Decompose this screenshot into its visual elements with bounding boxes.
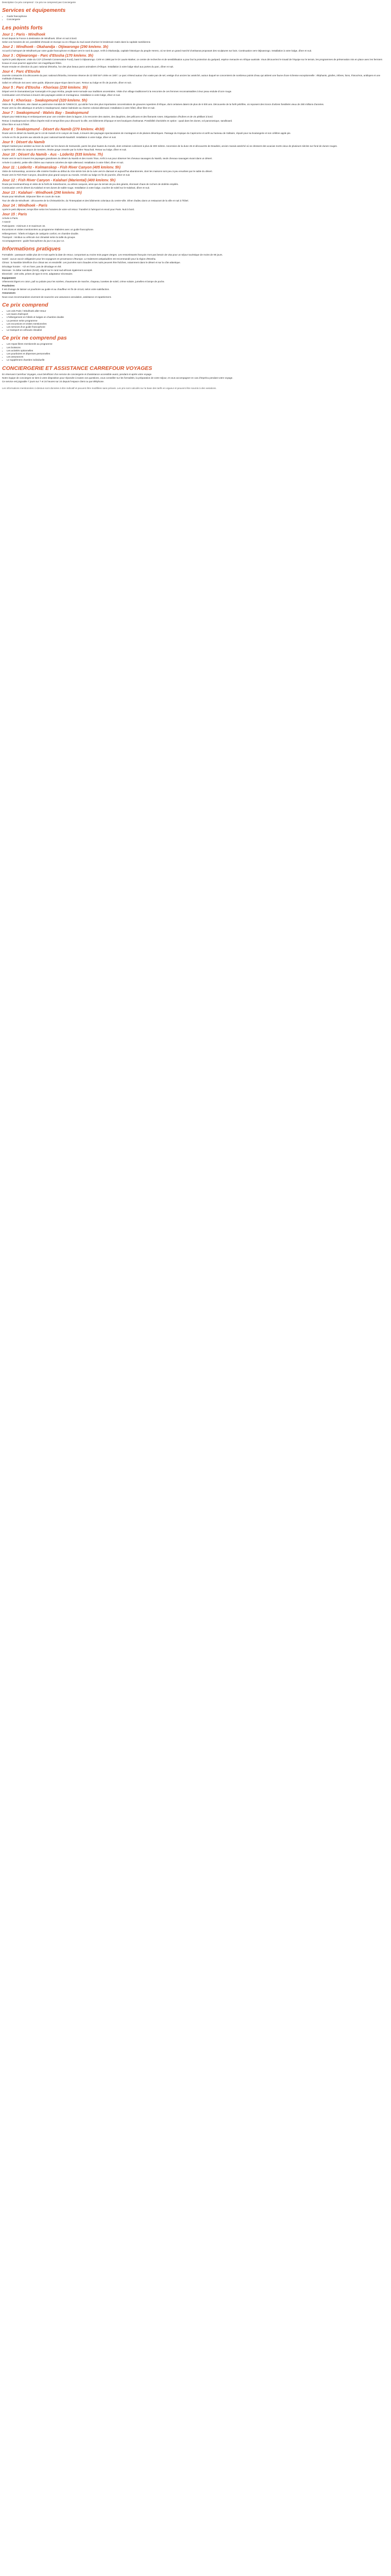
day-title: Jour 9 : Désert du Namib: [2, 140, 45, 144]
note-text: Hébergement : hôtels et lodges de catégorie confort, en chambre double.: [2, 232, 79, 235]
price-excludes-item: • Les assurances: [7, 355, 389, 359]
day-text: Retour à Swakopmund en début d'après-midi et temps libre pour découvrir la ville, ses bâtiments d'époque et ses boutiques d'artisanat. Possibilité d'activités en option : quad dans les dunes, vol panoramique, sandboard.: [2, 119, 233, 122]
day-block: [2, 152, 389, 164]
section-heading: Assurances: [2, 292, 16, 295]
price-includes-title: Ce prix comprend: [2, 301, 48, 308]
day-title: Jour 7 : Swakopmund - Walvis Bay - Swakopmund: [2, 111, 89, 115]
day-text: Selon vos horaires de vol, possibilité d'escale en Europe ou en Afrique du Sud avant d'arriver le lendemain matin dans la capitale namibienne.: [2, 41, 151, 43]
points-forts-title: Les points forts: [2, 24, 43, 31]
day-title: Jour 8 : Swakopmund - Désert du Namib (270 km/env. 4h30): [2, 128, 105, 132]
price-excludes-item: • Les repas libres mentionnés au programme: [7, 343, 389, 346]
price-excludes-list: [2, 343, 389, 362]
price-includes-item: • L'hébergement en hôtels et lodges en chambre double: [7, 316, 389, 319]
day-title: Jour 11 : Lüderitz - Kolmanskop - Fish River Canyon (405 km/env. 5h): [2, 165, 121, 170]
day-title: Jour 3 : Otjiwarongo - Parc d'Etosha (170 km/env. 3h): [2, 54, 93, 58]
day-block: [2, 86, 389, 97]
services-item: • Guide francophone: [7, 15, 389, 18]
price-excludes-item: • Les activités optionnelles: [7, 349, 389, 352]
practical-title: Informations pratiques: [2, 246, 61, 252]
day-text: Route vers le sud à travers les paysages grandioses du désert du Namib et des monts Tiras. Arrêt à Aus pour observer les chevaux sauvages du Namib, seuls chevaux sauvages vivant dans un désert.: [2, 157, 213, 160]
day-title: Jour 13 : Kalahari - Windhoek (290 km/env. 3h): [2, 191, 82, 195]
concierge-title: CONCIERGERIE ET ASSISTANCE CARREFOUR VOYAGES: [2, 365, 152, 371]
day-text: Départ matinal pour assister au lever du soleil sur les dunes de Sossusvlei, parmi les plus hautes du monde, dont certaines culminent à plus de 300 mètres. Ascension de la dune 45 et découverte de Deadvlei, ancien marais asséché où se dressent des acacias morts vieux de plusieurs siècles sur fond de dunes rouges.: [2, 144, 338, 147]
day-text: Route vers le Fish River Canyon, deuxième plus grand canyon au monde. Arrivée au lodge en fin de journée, dîner et nuit.: [2, 174, 131, 177]
concierge-paragraph: En réservant Carrefour Voyages, vous bénéficiez d'un service de conciergerie et d'assistance accessible avant, pendant et après votre voyage.: [2, 372, 152, 376]
day-block: [2, 191, 389, 202]
day-block: [2, 111, 389, 126]
footer-note: Les informations mentionnées ci-dessus sont données à titre indicatif et peuvent être modifiées sans préavis. Les prix sont calculés sur la base des tarifs en vigueur et peuvent être soumis à des variations.: [2, 386, 217, 389]
day-text: Départ pour Walvis Bay et embarquement pour une croisière dans la lagune, à la rencontre des otaries, des dauphins, des pélicans et des flamants roses. Dégustation d'huîtres et de vin pétillant à bord.: [2, 115, 214, 118]
practical-text: Electricité : 220 volts, prises de type D et M, adaptateur nécessaire.: [2, 273, 73, 276]
price-includes-item: • Les taxes d'aéroport: [7, 313, 389, 316]
price-excludes-title: Ce prix ne comprend pas: [2, 335, 67, 342]
day-title: Jour 15 : Paris: [2, 212, 27, 216]
practical-text: Climat : la Namibie bénéficie d'un climat sec et ensoleillé. Les journées sont chaudes et les nuits peuvent être fraîches, notamment dans le désert et sur la côte atlantique.: [2, 261, 181, 264]
price-includes-item: • Les vols Paris / Windhoek aller-retour: [7, 310, 389, 313]
services-list: [2, 15, 389, 21]
detail-sections: [2, 277, 389, 299]
services-item: • Conciergerie: [7, 18, 389, 21]
document: [0, 0, 391, 390]
section-text: Nous vous recommandons vivement de souscrire une assurance annulation, assistance et rapatriement.: [2, 295, 112, 298]
day-title: Jour 6 : Khorixas - Swakopmund (320 km/env. 5h): [2, 98, 87, 103]
day-title: Jour 12 : Fish River Canyon - Kalahari (Mariental) (400 km/env. 5h): [2, 178, 116, 182]
day-text: Route vers le désert du Namib par le col de Kuiseb et le canyon de Gaub, à travers des paysages spectaculaires de montagnes et de plaines désertiques. Passage du tropique du Capricorne et arrêt au hameau de Solitaire, réputé pour sa boulangerie et son célèbre apple pie.: [2, 132, 291, 135]
day-block: [2, 127, 389, 139]
day-text: Continuation vers le désert du Kalahari et ses dunes de sable rouge. Installation à votre lodge, coucher de soleil sur le Kalahari, dîner et nuit.: [2, 186, 150, 189]
price-includes-item: • La pension selon programme: [7, 319, 389, 323]
day-block: [2, 98, 389, 110]
day-title: Jour 5 : Parc d'Etosha - Khorixas (230 km/env. 3h): [2, 86, 88, 90]
day-block: [2, 45, 389, 53]
day-block: [2, 212, 389, 220]
day-block: [2, 70, 389, 84]
day-block: [2, 32, 389, 44]
day-text: Safari en véhicule 4x4 avec votre guide, déjeuner pique-nique dans le parc. Retour au lodge en fin de journée, dîner et nuit.: [2, 81, 132, 84]
practical-text: Formalités : passeport valide plus de 6 mois après la date de retour, comportant au moins trois pages vierges. Les ressortissants français n'ont pas besoin de visa pour un séjour touristique de moins de 90 jours.: [2, 253, 223, 257]
day-text: Journée consacrée à la découverte du parc national d'Etosha, immense réserve de 22 000 km² créée en 1907. Le parc s'étend autour d'un vaste pan de sel, vestige d'un ancien lac asséché, autour duquel se concentrent de nombreux points d'eau qui attirent une faune d'une richesse exceptionnelle : éléphants, girafes, zèbres, lions, rhinocéros, antilopes et une multitude d'oiseaux.: [2, 74, 381, 80]
note-text: Transport : minibus ou véhicule 4x4 climatisé selon la taille du groupe.: [2, 235, 76, 239]
day-text: Route vers la côte atlantique et arrivée à Swakopmund, station balnéaire au charme colonial allemand. Installation à votre hôtel, dîner libre et nuit.: [2, 106, 155, 109]
note-text: Participants : minimum 2 et maximum 16.: [2, 224, 46, 227]
price-excludes-item: • Les pourboires et dépenses personnelles: [7, 352, 389, 355]
section-heading: Equipement: [2, 276, 16, 279]
day-title: Jour 2 : Windhoek - Okahandja - Otjiwarongo (290 km/env. 3h): [2, 45, 108, 49]
section-text: Il est d'usage de laisser un pourboire au guide et au chauffeur en fin de circuit, selon votre satisfaction.: [2, 288, 110, 291]
price-includes-item: • Les services d'un guide francophone: [7, 326, 389, 329]
day-text: Départ vers le Damaraland par Kamanjab et le pays Himba, peuple semi-nomade aux traditions ancestrales. Visite d'un village traditionnel à la rencontre de ces femmes reconnaissables à leur peau enduite d'ocre rouge.: [2, 90, 232, 93]
practical-text: Santé : aucun vaccin obligatoire pour les voyageurs en provenance d'Europe. Le traitement antipaludéen est recommandé pour la région d'Etosha.: [2, 257, 156, 260]
note-text: A savoir: [2, 221, 11, 224]
day-text: Continuation vers Khorixas à travers des paysages arides et montagneux. Installation à votre lodge, dîner et nuit.: [2, 94, 121, 97]
practical-text: Monnaie : le dollar namibien (NAD), aligné sur le rand sud-africain également accepté.: [2, 269, 93, 272]
day-title: Jour 1 : Paris - Windhoek: [2, 32, 45, 37]
day-title: Jour 10 : Désert du Namib - Aus - Lüderitz (535 km/env. 7h): [2, 153, 103, 157]
day-block: [2, 54, 389, 69]
concierge-text: [2, 373, 389, 384]
day-block: [2, 140, 389, 152]
concierge-paragraph: Notre équipe de concierges se tient à votre disposition pour répondre à toutes vos questions, vous conseiller sur les formalités, la préparation de votre séjour, et vous accompagner en cas d'imprévu pendant votre voyage.: [2, 377, 233, 380]
itinerary: [2, 32, 389, 221]
day-text: Envol depuis la France à destination de Windhoek. Dîner et nuit à bord.: [2, 37, 77, 40]
day-text: Arrivée à Paris.: [2, 216, 19, 219]
section-heading: Pourboires: [2, 284, 15, 287]
price-excludes-item: • Le supplément chambre individuelle: [7, 359, 389, 362]
day-text: Accueil à l'aéroport de Windhoek par votre guide francophone et départ vers le nord du pays. Arrêt à Okahandja, capitale historique du peuple Herero, où se tient un grand marché d'artisanat proposant des sculptures sur bois. Continuation vers Otjiwarongo. Installation à votre lodge, dîner et nuit.: [2, 49, 312, 53]
day-text: Après le petit déjeuner, visite du CCF (Cheetah Conservation Fund), basé à Otjiwarongo. Créé en 1990 par le Dr Laurie Marker, ce centre de recherche et de sensibilisation a pour but la protection du guépard, espèce menacée en Afrique australe. Vous découvrirez le travail de l'équipe sur le terrain, les programmes de préservation mis en place avec les fermiers locaux et vous pourrez approcher ces magnifiques félins.: [2, 58, 383, 64]
note-text: Excursions et visites mentionnées au programme réalisées avec un guide francophone.: [2, 228, 94, 231]
intro-text: Description Ce prix comprend : Ce prix ne comprend pas Conciergerie: [2, 1, 76, 4]
practical-info: [2, 253, 389, 276]
notes: [2, 221, 389, 243]
day-text: Visite de Kolmanskop, ancienne ville minière fondée au début du XXe siècle lors de la ruée vers le diamant et aujourd'hui abandonnée, dont les maisons sont peu à peu envahies par le sable du désert.: [2, 170, 213, 173]
day-block: [2, 204, 389, 211]
day-text: Après le petit déjeuner, temps libre selon les horaires de votre vol retour. Transfert à l'aéroport et envol pour Paris. Nuit à bord.: [2, 208, 135, 211]
price-includes-list: [2, 310, 389, 332]
day-text: Route ensuite en direction du parc national d'Etosha, l'un des plus beaux parcs animaliers d'Afrique. Installation à votre lodge situé aux portes du parc, dîner et nuit.: [2, 65, 174, 68]
price-excludes-item: • Les boissons: [7, 346, 389, 349]
day-block: [2, 178, 389, 190]
day-block: [2, 165, 389, 177]
day-text: Visite de Twyfelfontein, site classé au patrimoine mondial de l'UNESCO, qui abrite l'une des plus importantes concentrations de gravures rupestres d'Afrique, dont certaines datent de plus de 6 000 ans. Découverte de la forêt pétrifiée, où reposent des troncs d'arbres fossilisés vieux de 280 millions d'années.: [2, 103, 324, 106]
day-text: L'après-midi, visite du canyon de Sesriem, étroite gorge creusée par la rivière Tsauchab. Retour au lodge, dîner et nuit.: [2, 148, 127, 151]
day-text: Dîner libre et nuit à l'hôtel.: [2, 123, 30, 126]
services-title: Services et équipements: [2, 7, 66, 14]
day-text: Arrivée à Lüderitz, petite ville côtière aux maisons colorées de style allemand. Installation à votre hôtel, dîner et nuit.: [2, 161, 124, 164]
day-text: Route par Keetmanshoop et visite de la forêt de Kokerbooms, ou arbres carquois, ainsi que du terrain de jeu des géants, étonnant chaos de rochers de dolérite empilés.: [2, 182, 179, 185]
concierge-paragraph: Ce service est joignable 7 jours sur 7 et 24 heures sur 24 depuis l'espace client ou par téléphone.: [2, 380, 105, 383]
section-text: Vêtements légers en coton, pull ou polaire pour les soirées, chaussures de marche, chapeau, lunettes de soleil, crème solaire, jumelles et lampe de poche.: [2, 280, 165, 283]
price-includes-item: • Le transport en véhicule climatisé: [7, 329, 389, 332]
day-title: Jour 4 : Parc d'Etosha: [2, 70, 40, 74]
day-text: Tour de ville de Windhoek : découverte de la Christuskirche, du Tintenpalast et des bâtiments coloniaux du centre-ville. Dîner d'adieu dans un restaurant de la ville et nuit à l'hôtel.: [2, 199, 189, 202]
day-title: Jour 14 : Windhoek - Paris: [2, 204, 47, 208]
price-includes-item: • Les excursions et visites mentionnées: [7, 323, 389, 326]
day-text: Route pour Windhoek. Déjeuner libre en cours de route.: [2, 195, 61, 198]
day-text: Arrivée en fin de journée aux abords du parc national Namib-Naukluft. Installation à votre lodge, dîner et nuit.: [2, 135, 117, 139]
practical-text: Décalage horaire : +1h en hiver, pas de décalage en été.: [2, 265, 62, 268]
note-text: Accompagnement : guide francophone du jour 2 au jour 14.: [2, 240, 65, 243]
